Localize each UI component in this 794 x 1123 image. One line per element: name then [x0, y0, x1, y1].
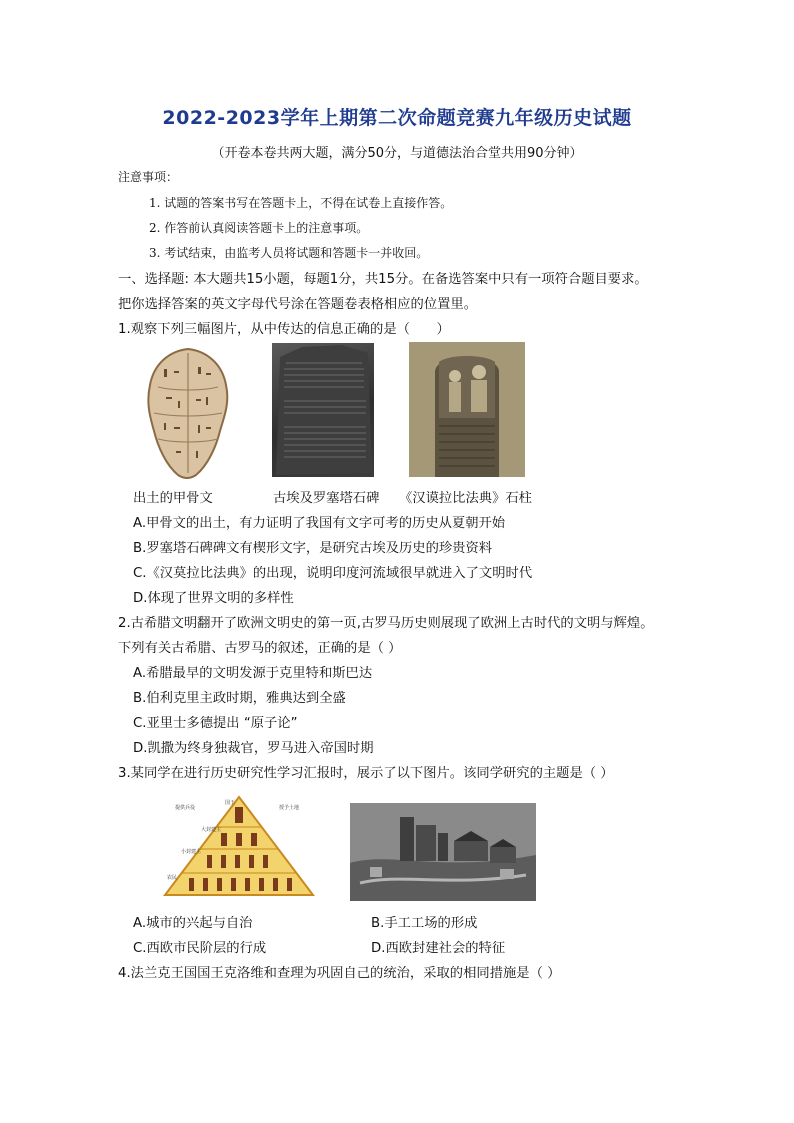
q1-stem: 1.观察下列三幅图片，从中传达的信息正确的是（ ）: [118, 322, 450, 337]
caption-oracle-bone: 出土的甲骨文: [133, 491, 213, 506]
pyramid-label-king: 国王: [225, 800, 236, 806]
q2-option-c: C.亚里士多德提出 “原子论”: [133, 716, 298, 731]
q3-option-d: D.西欧封建社会的特征: [371, 941, 506, 956]
exam-subtitle: （开卷本卷共两大题，满分50分，与道德法治合堂共用90分钟）: [211, 146, 583, 161]
pyramid-label-peasant: 农民: [167, 875, 178, 881]
q3-option-c: C.西欧市民阶层的行成: [133, 941, 267, 956]
feudal-pyramid-image: [161, 795, 317, 898]
hammurabi-stele-image: [409, 342, 525, 477]
rosetta-stone-image: [272, 343, 374, 477]
q2-stem-line1: 2.古希腊文明翻开了欧洲文明史的第一页,古罗马历史则展现了欧洲上古时代的文明与辉煌。: [118, 616, 654, 631]
note-item-1: 1. 试题的答案书写在答题卡上，不得在试卷上直接作答。: [149, 196, 453, 210]
q2-option-b: B.伯利克里主政时期，雅典达到全盛: [133, 691, 346, 706]
q3-option-b: B.手工工场的形成: [371, 916, 478, 931]
notes-heading: 注意事项：: [118, 170, 179, 184]
q2-stem-line2: 下列有关古希腊、古罗马的叙述，正确的是（ ）: [118, 641, 402, 656]
q2-option-a: A.希腊最早的文明发源于克里特和斯巴达: [133, 666, 373, 681]
q1-option-a: A.甲骨文的出土，有力证明了我国有文字可考的历史从夏朝开始: [133, 516, 506, 531]
pyramid-label-military-service: 提供兵役: [175, 805, 196, 811]
pyramid-label-grant-land: 授予土地: [279, 805, 300, 811]
oracle-bone-image: [144, 347, 232, 479]
pyramid-label-great-lord: 大封建主: [201, 827, 222, 833]
exam-title: 2022-2023学年上期第二次命题竞赛九年级历史试题: [162, 107, 632, 129]
q2-option-d: D.凯撒为终身独裁官，罗马进入帝国时期: [133, 741, 374, 756]
note-item-3: 3. 考试结束，由监考人员将试题和答题卡一并收回。: [149, 246, 429, 260]
pyramid-label-lesser-lord: 小封建主: [181, 849, 202, 855]
q4-stem: 4.法兰克王国国王克洛维和查理为巩固自己的统治，采取的相同措施是（ ）: [118, 966, 561, 981]
q3-option-a: A.城市的兴起与自治: [133, 916, 253, 931]
section-heading-line1: 一、选择题: 本大题共15小题，每题1分，共15分。在备选答案中只有一项符合题目要求。: [118, 272, 648, 287]
medieval-town-image: [350, 803, 536, 901]
q1-option-d: D.体现了世界文明的多样性: [133, 591, 294, 606]
section-heading-line2: 把你选择答案的英文字母代号涂在答题卷表格相应的位置里。: [118, 297, 478, 312]
q1-option-c: C.《汉莫拉比法典》的出现，说明印度河流域很早就进入了文明时代: [133, 566, 533, 581]
note-item-2: 2. 作答前认真阅读答题卡上的注意事项。: [149, 221, 369, 235]
q3-stem: 3.某同学在进行历史研究性学习汇报时，展示了以下图片。该同学研究的主题是（ ）: [118, 766, 614, 781]
caption-rosetta-stone: 古埃及罗塞塔石碑: [273, 491, 380, 506]
caption-hammurabi-stele: 《汉谟拉比法典》石柱: [399, 491, 532, 506]
q1-option-b: B.罗塞塔石碑碑文有楔形文字，是研究古埃及历史的珍贵资料: [133, 541, 493, 556]
